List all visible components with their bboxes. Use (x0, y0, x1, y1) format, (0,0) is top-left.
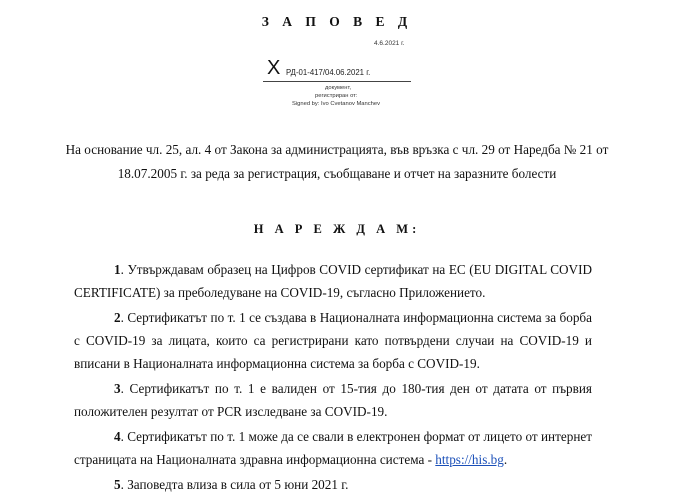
order-item (74, 473, 592, 496)
his-link[interactable]: https://his.bg (435, 452, 504, 467)
signature-mark: X (267, 57, 281, 79)
order-heading: Н А Р Е Ж Д А М: (253, 222, 421, 236)
item-text-end: . (503, 452, 508, 467)
item-number: 4 (114, 429, 121, 444)
item-number: 1 (114, 262, 121, 277)
order-item (74, 377, 592, 423)
order-item (74, 306, 592, 375)
order-item (74, 258, 592, 304)
signature-signed-by: Signed by: Ivo Cvetanov Manchev (292, 101, 380, 107)
order-items (74, 258, 592, 498)
signature-date: 4.6.2021 г. (374, 40, 405, 47)
item-text: . Сертификатът по т. 1 може да се свали в електронен формат от лицето от интернет страницата на Националната здравна информационна система - (74, 429, 592, 467)
document-title: З А П О В Е Д (261, 14, 413, 29)
item-text: . Сертификатът по т. 1 е валиден от 15-тия до 180-тия ден от датата от първия положителен резултат от PCR изследване за COVID-19. (74, 381, 592, 419)
item-number: 5 (114, 477, 121, 492)
signature-line (263, 81, 411, 82)
order-item (74, 425, 592, 471)
preamble-paragraph: На основание чл. 25, ал. 4 от Закона за администрацията, във връзка с чл. 29 от Наредба № 21 от 18.07.2005 г. за реда за регистрация, съобщаване и отчет на заразните болести (65, 142, 609, 181)
item-number: 2 (114, 310, 121, 325)
registration-number: РД-01-417/04.06.2021 г. (286, 68, 371, 77)
signature-caption-document: документ, (325, 85, 352, 91)
signature-caption-registered: регистриран от: (315, 93, 358, 99)
item-text: . Сертификатът по т. 1 се създава в Националната информационна система за борба с COVID-19 за лицата, които са регистрирани като потвърдени случаи на COVID-19 и вписани в Националната информационна система за борба с COVID-19. (74, 310, 592, 371)
item-text: . Утвърждавам образец на Цифров COVID сертификат на ЕС (EU DIGITAL COVID CERTIFICATE) за преболедуване на COVID-19, съгласно Приложението. (74, 262, 592, 300)
item-text: . Заповедта влиза в сила от 5 юни 2021 г. (120, 477, 349, 492)
item-number: 3 (114, 381, 121, 396)
